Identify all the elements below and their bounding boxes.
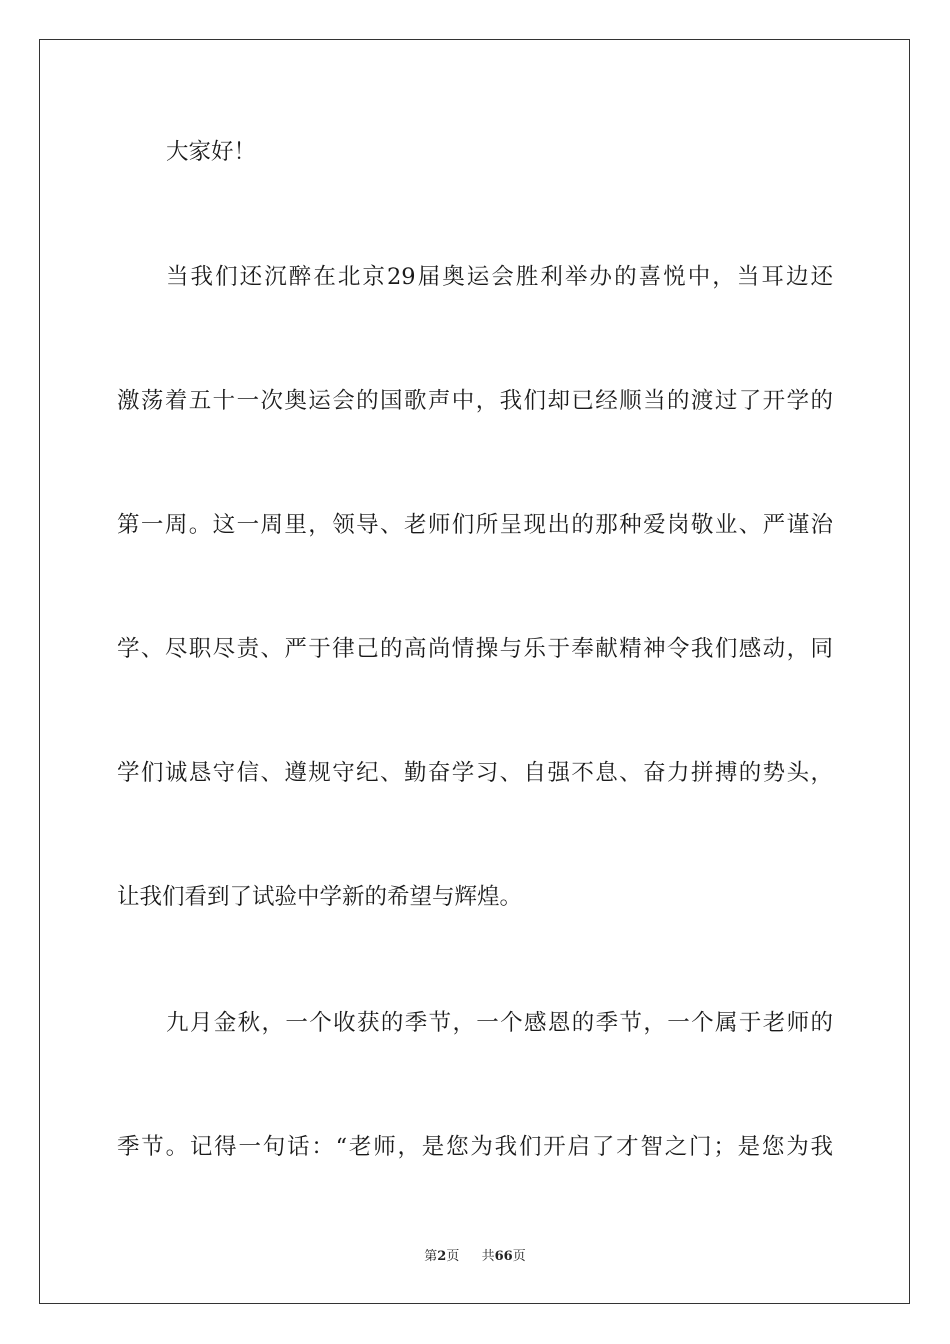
total-suffix: 页	[512, 1249, 526, 1264]
paragraph-1-line-5: 学们诚恳守信、遵规守纪、勤奋学习、自强不息、奋力拼搏的势头，	[117, 760, 833, 786]
page-suffix: 页	[446, 1249, 460, 1264]
paragraph-1-line-4: 学、尽职尽责、严于律己的高尚情操与乐于奉献精神令我们感动，同	[117, 636, 833, 662]
paragraph-1-line-2: 激荡着五十一次奥运会的国歌声中，我们却已经顺当的渡过了开学的	[117, 388, 833, 414]
greeting-line: 大家好！	[166, 139, 257, 165]
paragraph-2-line-2: 季节。记得一句话：“老师，是您为我们开启了才智之门；是您为我	[117, 1134, 833, 1160]
page-border	[39, 39, 910, 1304]
total-pages: 66	[494, 1249, 513, 1264]
paragraph-2-line-1: 九月金秋，一个收获的季节，一个感恩的季节，一个属于老师的	[166, 1010, 833, 1036]
paragraph-1-line-1: 当我们还沉醉在北京29届奥运会胜利举办的喜悦中，当耳边还	[166, 264, 833, 290]
page-footer	[0, 1248, 950, 1266]
page-number: 2	[437, 1249, 447, 1264]
paragraph-1-line-6: 让我们看到了试验中学新的希望与辉煌。	[117, 884, 523, 910]
page-prefix: 第	[424, 1249, 438, 1264]
paragraph-1-line-3: 第一周。这一周里，领导、老师们所呈现出的那种爱岗敬业、严谨治	[117, 512, 833, 538]
total-prefix: 共	[481, 1249, 495, 1264]
